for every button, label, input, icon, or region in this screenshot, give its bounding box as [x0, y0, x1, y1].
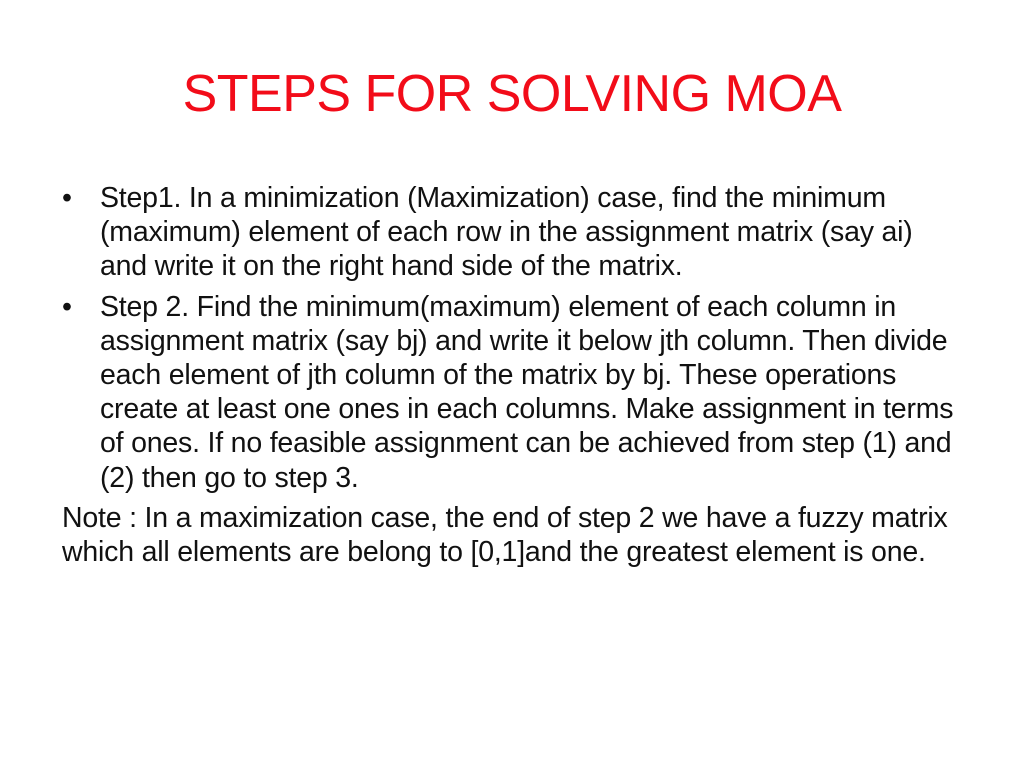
bullet-step-2-text: Step 2. Find the minimum(maximum) element of each column in assignment matrix (say bj) and write it below jth column. Then divide each element of jth column of the matrix by bj. These operations create at least one ones in each columns. Make assignment in terms of ones. If no feasible assignment can be achieved from step (1) and (2) then go to step 3.: [100, 290, 954, 494]
bullet-dot-icon: •: [62, 182, 72, 214]
bullet-step-1-text: Step1. In a minimization (Maximization) case, find the minimum (maximum) element of each row in the assignment matrix (say ai) and write it on the right hand side of the matrix.: [100, 182, 913, 283]
note-paragraph: Note : In a maximization case, the end of step 2 we have a fuzzy matrix which all elements are belong to [0,1]and the greatest element is one.: [62, 501, 948, 569]
bullet-dot-icon: •: [62, 290, 72, 323]
slide-title: STEPS FOR SOLVING MOA: [182, 65, 842, 123]
slide-body: [62, 181, 962, 569]
bullet-step-1: [62, 181, 962, 284]
bullet-step-2: [62, 290, 962, 495]
